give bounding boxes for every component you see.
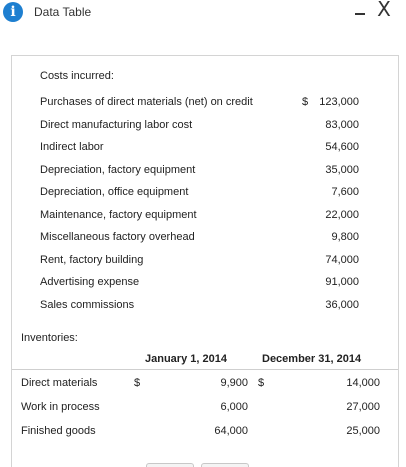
cost-row [12, 141, 388, 163]
footer-button[interactable] [201, 463, 249, 467]
cost-label: Indirect labor [40, 141, 104, 153]
cost-label: Depreciation, factory equipment [40, 163, 196, 176]
window-title: Data Table [34, 5, 92, 19]
inventory-dec-value: 27,000 [346, 401, 380, 413]
inventories-heading: Inventories: [21, 332, 78, 344]
inventory-dec-value: 25,000 [346, 425, 380, 437]
cost-value: 74,000 [325, 253, 359, 266]
inventory-jan-value: 64,000 [214, 425, 248, 437]
cost-value: 91,000 [325, 276, 359, 288]
cost-label: Direct manufacturing labor cost [40, 118, 193, 131]
inventory-row [12, 425, 398, 449]
cost-value: 83,000 [325, 118, 359, 131]
inventory-jan-value: 6,000 [220, 401, 248, 413]
cost-row [12, 231, 388, 253]
inventory-dec-value: 14,000 [346, 377, 380, 389]
cost-value: 7,600 [331, 186, 359, 198]
cost-row [12, 276, 388, 298]
header-divider [12, 369, 398, 370]
inventory-row [12, 401, 398, 425]
cost-row [12, 186, 388, 208]
column-header-dec: December 31, 2014 [262, 353, 362, 365]
cost-row [12, 96, 388, 118]
currency-symbol: $ [134, 377, 141, 389]
inventory-label: Work in process [21, 401, 100, 413]
cost-value: 35,000 [325, 163, 359, 176]
cost-row [12, 164, 388, 186]
inventory-label: Finished goods [21, 425, 96, 437]
cost-value: 54,600 [325, 141, 359, 153]
cost-label: Advertising expense [40, 276, 140, 288]
cost-value: 123,000 [319, 96, 359, 108]
costs-heading: Costs incurred: [40, 70, 114, 82]
cost-value: 22,000 [325, 208, 359, 221]
footer-button[interactable] [146, 463, 194, 467]
title-bar [0, 0, 406, 28]
data-table-panel [11, 55, 399, 467]
cost-label: Rent, factory building [40, 253, 144, 266]
column-header-jan: January 1, 2014 [145, 353, 227, 365]
cost-row [12, 209, 388, 231]
cost-value: 36,000 [325, 298, 359, 311]
cost-row [12, 254, 388, 276]
info-icon: i [3, 2, 23, 22]
currency-symbol: $ [302, 96, 309, 108]
cost-label: Miscellaneous factory overhead [40, 231, 195, 243]
inventory-jan-value: 9,900 [220, 377, 248, 389]
inventory-label: Direct materials [21, 377, 98, 389]
inventory-row [12, 377, 398, 401]
cost-value: 9,800 [331, 231, 359, 243]
cost-label: Depreciation, office equipment [40, 186, 189, 198]
cost-label: Purchases of direct materials (net) on credit [40, 96, 253, 108]
currency-symbol: $ [258, 377, 265, 389]
cost-row [12, 299, 388, 321]
minimize-button[interactable] [353, 3, 367, 19]
cost-label: Maintenance, factory equipment [40, 208, 197, 221]
close-button[interactable]: X [377, 0, 391, 21]
cost-row [12, 119, 388, 141]
cost-label: Sales commissions [40, 298, 135, 311]
